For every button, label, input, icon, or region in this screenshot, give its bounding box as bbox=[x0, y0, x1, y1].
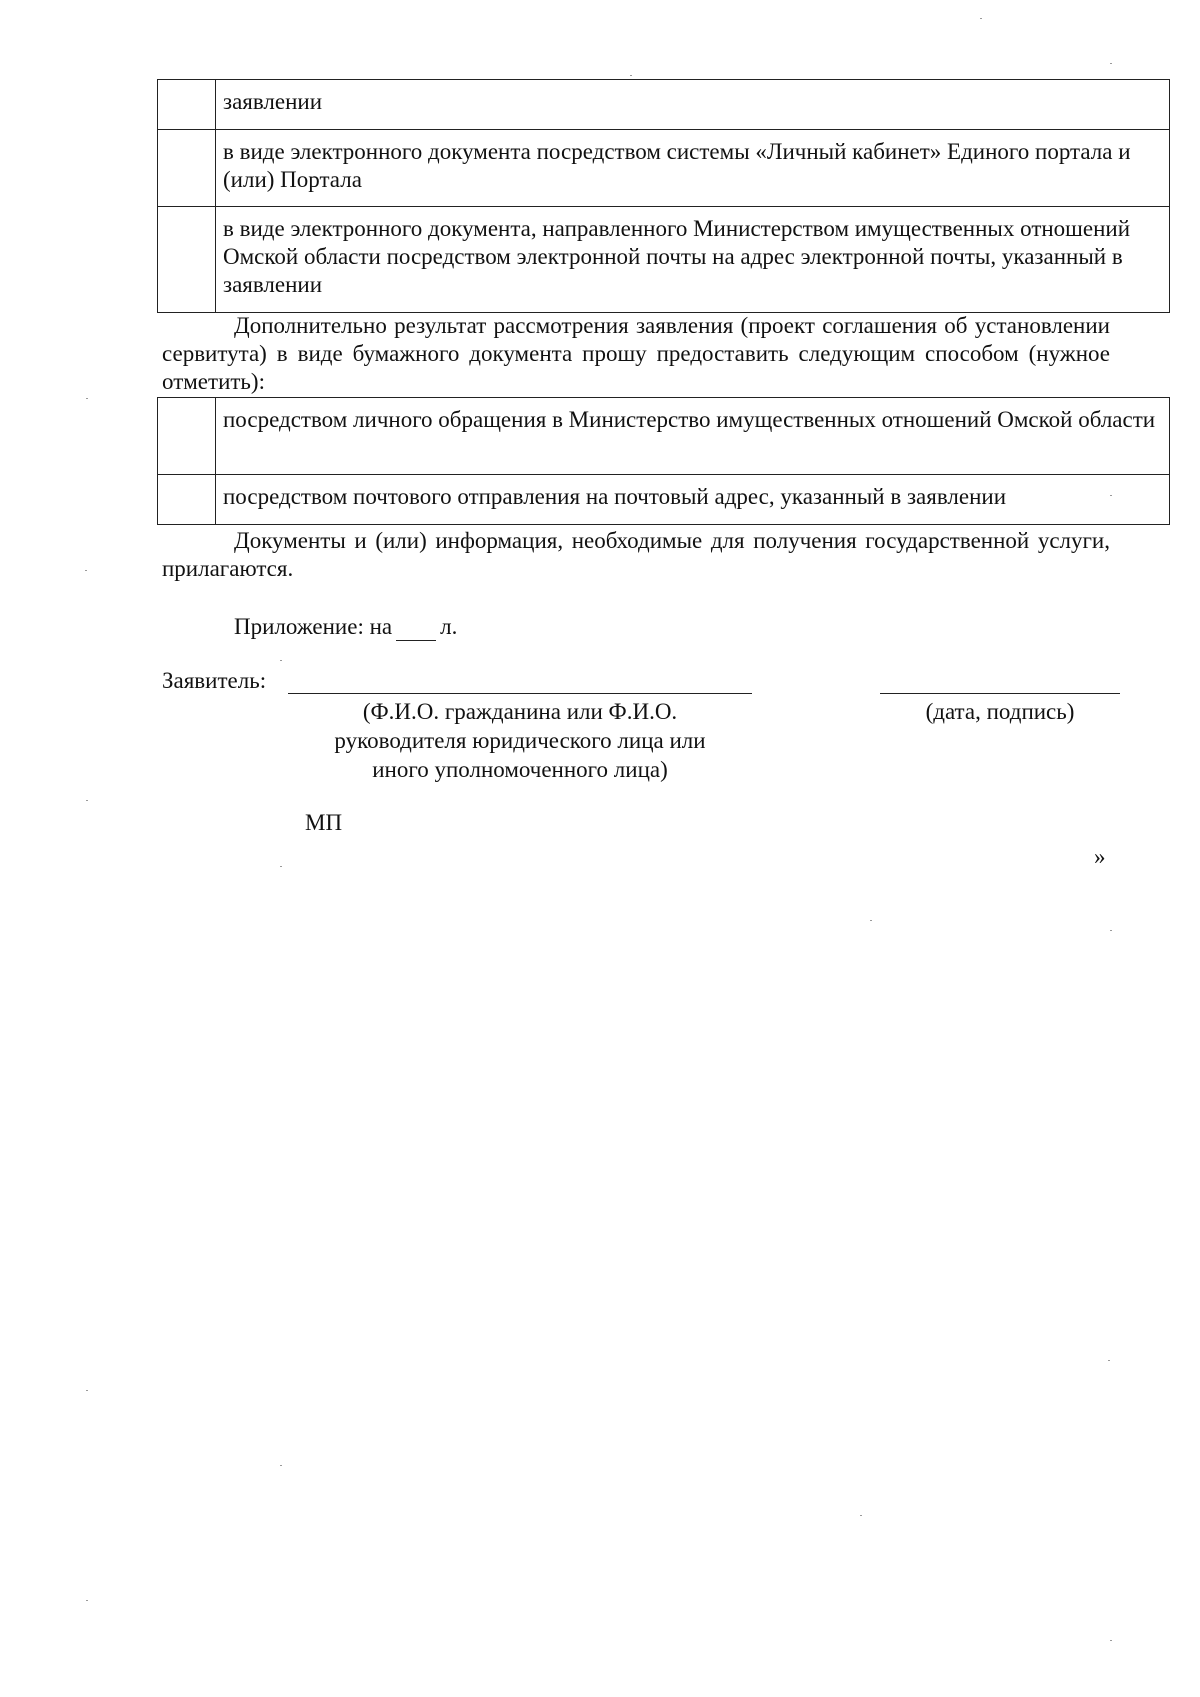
closing-quote-mark: » bbox=[1094, 844, 1106, 869]
name-caption-line: руководителя юридического лица или bbox=[334, 728, 706, 753]
scan-speck bbox=[86, 398, 88, 399]
name-caption-line: (Ф.И.О. гражданина или Ф.И.О. bbox=[362, 699, 678, 724]
stamp-label: МП bbox=[305, 810, 343, 835]
table-row bbox=[158, 80, 1170, 130]
scan-speck bbox=[86, 1600, 88, 1601]
paper-request-paragraph: Дополнительно результат рассмотрения заявления (проект соглашения об установлении сервитута) в виде бумажного документа прошу предоставить следующим способом (нужное отметить): bbox=[162, 313, 1110, 394]
option-checkbox[interactable] bbox=[158, 207, 216, 313]
attachment-pages-blank[interactable] bbox=[396, 618, 436, 641]
attachment-suffix: л. bbox=[440, 614, 458, 639]
scan-speck bbox=[1110, 1640, 1112, 1641]
table-row bbox=[158, 207, 1170, 313]
scan-speck bbox=[1110, 495, 1112, 496]
scan-speck bbox=[86, 800, 88, 801]
scan-speck bbox=[280, 660, 282, 661]
scan-speck bbox=[1110, 930, 1112, 931]
applicant-label: Заявитель: bbox=[162, 668, 267, 693]
table-row bbox=[158, 130, 1170, 207]
scan-speck bbox=[860, 1515, 862, 1516]
option-text: в виде электронного документа посредством системы «Личный кабинет» Единого портала и (или) Портала bbox=[216, 130, 1170, 207]
scan-speck bbox=[870, 920, 872, 921]
date-caption: (дата, подпись) bbox=[925, 699, 1075, 724]
date-signature-line[interactable] bbox=[880, 693, 1120, 694]
attachment-prefix: Приложение: на bbox=[234, 614, 393, 639]
name-caption bbox=[288, 697, 752, 784]
scan-speck bbox=[280, 866, 282, 867]
scan-speck bbox=[85, 570, 87, 571]
documents-paragraph: Документы и (или) информация, необходимые для получения государственной услуги, прилагаются. bbox=[162, 528, 1110, 581]
table-row bbox=[158, 398, 1170, 475]
option-text: заявлении bbox=[216, 80, 1170, 130]
scan-speck bbox=[1108, 1360, 1110, 1361]
option-checkbox[interactable] bbox=[158, 130, 216, 207]
scan-speck bbox=[1110, 63, 1112, 64]
option-checkbox[interactable] bbox=[158, 398, 216, 475]
table-row bbox=[158, 475, 1170, 525]
paper-options-table bbox=[157, 397, 1170, 525]
option-text: посредством почтового отправления на почтовый адрес, указанный в заявлении bbox=[216, 475, 1170, 525]
scan-speck bbox=[280, 1465, 282, 1466]
scan-speck bbox=[980, 18, 982, 19]
option-text: в виде электронного документа, направленного Министерством имущественных отношений Омской области посредством электронной почты на адрес электронной почты, указанный в заявлении bbox=[216, 207, 1170, 313]
delivery-options-table bbox=[157, 79, 1170, 313]
scan-speck bbox=[86, 1390, 88, 1391]
option-text: посредством личного обращения в Министерство имущественных отношений Омской области bbox=[216, 398, 1170, 475]
option-checkbox[interactable] bbox=[158, 475, 216, 525]
scan-speck bbox=[630, 75, 632, 76]
name-caption-line: иного уполномоченного лица) bbox=[372, 757, 668, 782]
option-checkbox[interactable] bbox=[158, 80, 216, 130]
attachment-line bbox=[234, 613, 457, 641]
name-signature-line[interactable] bbox=[288, 693, 752, 694]
